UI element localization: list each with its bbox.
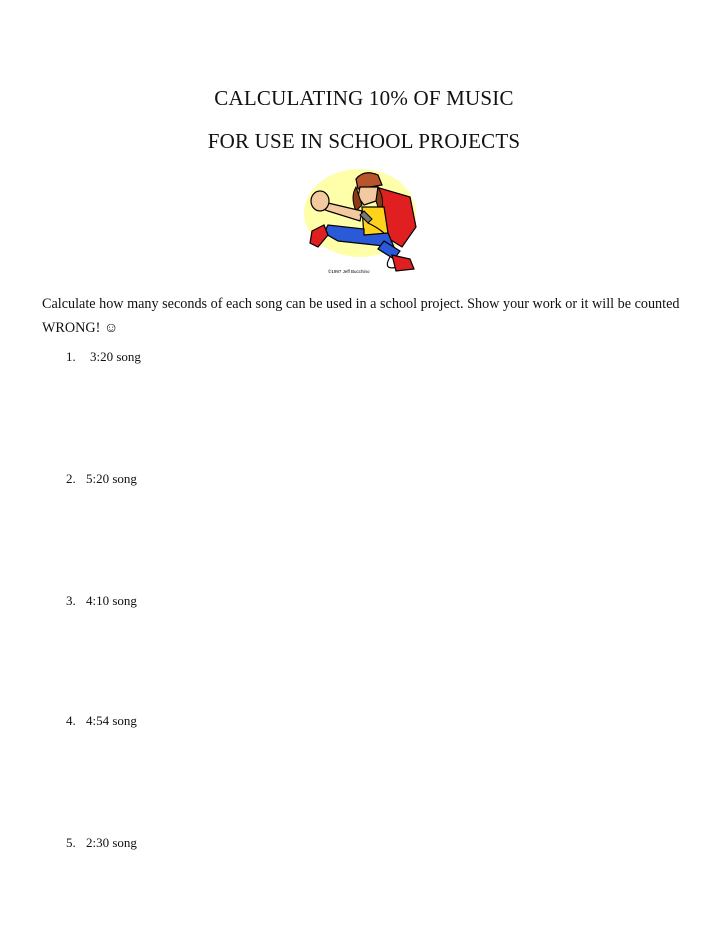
question-3 [66,593,137,609]
question-1 [66,349,141,365]
singer-clipart [298,167,424,279]
clipart-credit: ©1997 Jeff Bucchino [328,269,370,274]
hand [311,191,329,211]
question-4 [66,713,137,729]
question-5 [66,835,137,851]
question-number: 5. [66,835,76,850]
question-label: 4:54 song [86,713,137,728]
question-label: 2:30 song [86,835,137,850]
question-label: 3:20 song [90,349,141,364]
question-2 [66,471,137,487]
question-number: 1. [66,349,76,364]
question-label: 5:20 song [86,471,137,486]
question-number: 4. [66,713,76,728]
question-number: 2. [66,471,76,486]
right-shoe [392,255,414,271]
instructions-text: Calculate how many seconds of each song can be used in a school project. Show your work or it will be counted WRONG! [42,296,680,336]
page-title-line-2: FOR USE IN SCHOOL PROJECTS [207,129,521,153]
page-title-line-1: CALCULATING 10% OF MUSIC [214,86,514,110]
smiley-icon: ☺ [103,320,119,336]
question-number: 3. [66,593,76,608]
question-label: 4:10 song [86,593,137,608]
instructions [42,292,682,340]
